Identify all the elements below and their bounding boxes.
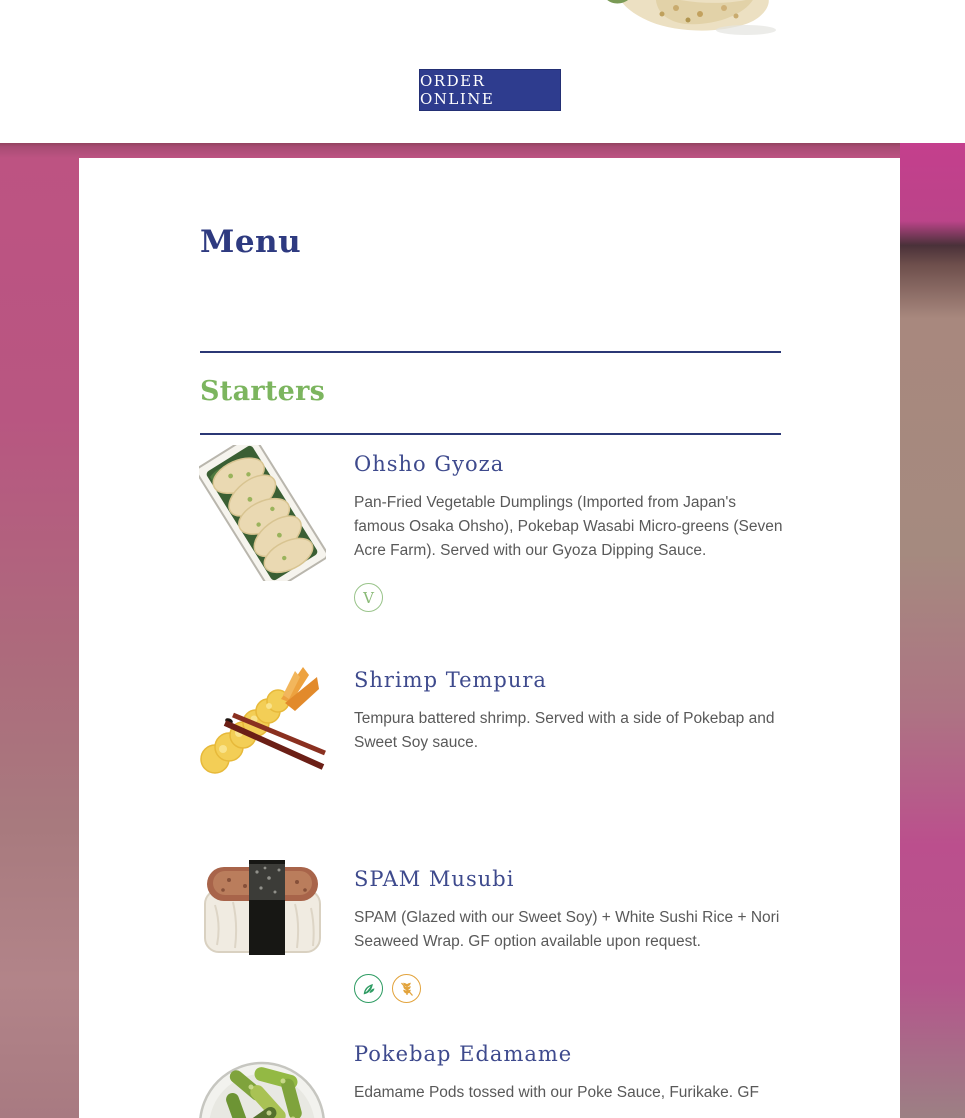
menu-item-spam-musubi <box>199 860 784 1003</box>
menu-item-pokebap-edamame <box>199 1035 784 1118</box>
order-online-button[interactable]: ORDER ONLINE <box>419 69 561 111</box>
spam-musubi-photo <box>199 860 326 961</box>
item-description: Edamame Pods tossed with our Poke Sauce, Furikake. GF <box>354 1084 759 1101</box>
item-name: SPAM Musubi <box>354 867 515 891</box>
page-title: Menu <box>200 224 302 260</box>
gluten-free-icon <box>392 974 421 1003</box>
menu-item-shrimp-tempura <box>199 661 784 779</box>
item-description: SPAM (Glazed with our Sweet Soy) + White Sushi Rice + Nori Seaweed Wrap. GF option available upon request. <box>354 909 780 950</box>
item-description: Tempura battered shrimp. Served with a side of Pokebap and Sweet Soy sauce. <box>354 710 775 751</box>
background-photo-right <box>900 143 965 1118</box>
gyoza-tray-photo <box>199 445 326 581</box>
item-name: Ohsho Gyoza <box>354 452 505 476</box>
edamame-bowl-photo <box>199 1035 326 1118</box>
fried-dish-image <box>596 0 796 44</box>
divider <box>200 351 781 353</box>
hero-section <box>0 0 965 143</box>
dietary-badges <box>354 974 784 1003</box>
section-title-starters: Starters <box>200 376 326 407</box>
hero-food-photo <box>596 0 796 44</box>
item-description: Pan-Fried Vegetable Dumplings (Imported from Japan's famous Osaka Ohsho), Pokebap Wasabi Micro-greens (Seven Acre Farm). Served with our Gyoza Dipping Sauce. <box>354 494 783 559</box>
item-name: Shrimp Tempura <box>354 668 547 692</box>
divider <box>200 433 781 435</box>
dietary-badges <box>354 583 784 612</box>
vegetarian-icon <box>354 583 383 612</box>
item-name: Pokebap Edamame <box>354 1042 573 1066</box>
menu-card <box>79 158 900 1118</box>
menu-item-ohsho-gyoza <box>199 445 784 612</box>
vegan-icon <box>354 974 383 1003</box>
vegetarian-symbol: V <box>363 588 374 607</box>
shrimp-tempura-photo <box>199 661 326 779</box>
